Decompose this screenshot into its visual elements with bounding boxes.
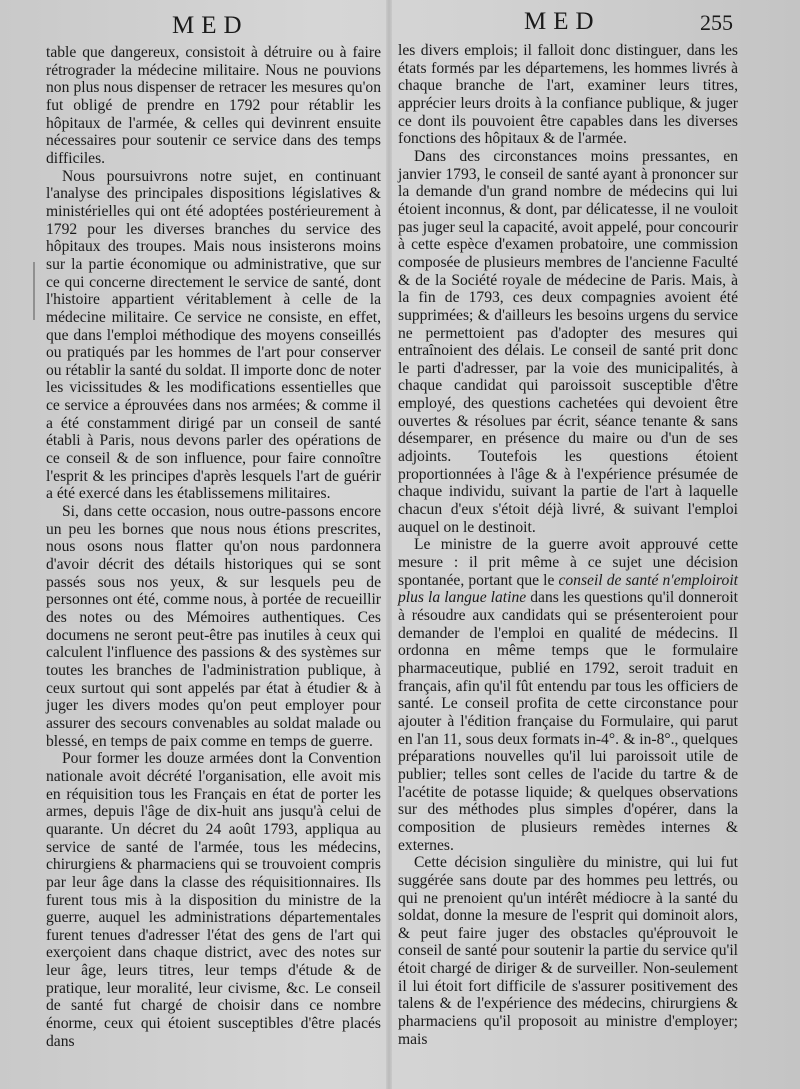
paragraph: Dans des circonstances moins pressantes, en janvier 1793, le conseil de santé ayant à prononcer sur la demande d'un grand nombre de médecins qui lui étoient inconnus, & dont, par délicatesse, il ne vouloit pas juger seul la capacité, avoit appelé, pour concourir à cette espèce d'examen probatoire, une commission composée de plusieurs membres de l'ancienne Faculté & de la Société royale de médecine de Paris. Mais, à la fin de 1793, ces deux compagnies avoient été supprimées; & d'ailleurs les besoins urgens du service ne permettoient pas d'adopter des mesures qui entraînoient des délais. Le conseil de santé prit donc le parti d'adresser, par la voie des municipalités, à chaque candidat qui paroissoit susceptible d'être employé, des questions cachetées qui devoient être ouvertes & résolues par écrit, séance tenante & sans désemparer, en présence du maire ou d'un de ses adjoints. Toutefois les questions étoient proportionnées à l'âge & à l'expérience présumée de chaque individu, suivant la partie de l'art à laquelle chacun d'eux s'étoit déjà livré, & suivant l'emploi auquel on le destinoit. — [398, 147, 738, 536]
page-number: 255 — [700, 10, 733, 35]
right-text-column — [398, 42, 738, 1048]
paragraph — [398, 536, 738, 854]
paragraph: Si, dans cette occasion, nous outre-passons encore un peu les bornes que nous nous étions prescrites, nous osons nous flatter qu'on nous pardonnera d'avoir décrit des détails historiques qui se sont passés sous nos yeux, & sur lesquels peu de personnes ont été, comme nous, à portée de recueillir des notes ou des Mémoires authentiques. Ces documens ne seront peut-être pas inutiles à ceux qui calculent l'influence des passions & des systèmes sur toutes les branches de l'administration publique, à ceux surtout qui sont appelés par état à étudier & à juger les divers modes qu'on peut employer pour assurer des secours convenables au soldat malade ou blessé, en temps de paix comme en temps de guerre. — [46, 503, 381, 750]
paragraph: Nous poursuivrons notre sujet, en continuant l'analyse des principales dispositions législatives & ministérielles qui ont été adoptées postérieurement à 1792 pour les diverses branches du service des hôpitaux des troupes. Mais nous insisterons moins sur la partie économique ou administrative, que sur ce qui concerne directement le service de santé, dont l'histoire appartient véritablement à celle de la médecine militaire. Ce service ne consiste, en effet, que dans l'emploi méthodique des moyens conseillés ou pratiqués par les hommes de l'art pour conserver ou rétablir la santé du soldat. Il importe donc de noter les vicissitudes & les modifications essentielles que ce service a éprouvées dans nos armées; & comme il a été constamment dirigé par un conseil de santé établi à Paris, nous devons parler des opérations de ce conseil & de son influence, pour faire connoître l'esprit & les principes d'après lesquels l'art de guérir a été exercé dans les établissemens militaires. — [46, 167, 381, 503]
paragraph: les divers emplois; il falloit donc distinguer, dans les états formés par les départemens, les hommes livrés à chaque branche de l'art, examiner leurs titres, apprécier leurs droits à la confiance publique, & juger ce dont ils pouvoient être capables dans les diverses fonctions des hôpitaux & de l'armée. — [398, 42, 738, 148]
paragraph-text: dans les questions qu'il donneroit à résoudre aux candidats qui se présenteroient pour demander de l'emploi en qualité de médecins. Il ordonna en même temps que le formulaire pharmaceutique, publié en 1792, seroit traduit en français, afin qu'il fût entendu par tous les officiers de santé. Le conseil profita de cette circonstance pour ajouter à l'édition française du Formulaire, qui parut en l'an 11, sous deux formats in-4°. & in-8°., quelques préparations nouvelles qu'il lui paroissoit utile de publier; telles sont celles de l'acide du tartre & de l'acétite de potasse liquide; & quelques observations sur des méthodes plus simples d'opérer, dans la composition de plusieurs remèdes internes & externes. — [398, 589, 739, 854]
running-head-left: MED — [172, 12, 249, 39]
paragraph: Cette décision singulière du ministre, qui lui fut suggérée sans doute par des hommes peu lettrés, ou qui ne prenoient qu'un intérêt médiocre à la santé du soldat, donne la mesure de l'esprit qui dominoit alors, & peut faire juger des obstacles qu'éprouvoit le conseil de santé pour soutenir la partie du service qu'il étoit chargé de diriger & de surveiller. Non-seulement il lui étoit fort difficile de s'assurer positivement des talens & de l'expérience des médecins, chirurgiens & pharmaciens qu'il proposoit au ministre d'employer; mais — [398, 854, 738, 1048]
italic-phrase: conseil de santé n'emploiroit plus la langue latine — [398, 571, 738, 607]
paragraph: table que dangereux, consistoit à détruire ou à faire rétrograder la médecine militaire. Nous ne pouvions non plus nous dispenser de retracer les mesures qu'on fut obligé de prendre en 1792 pour rétablir les hôpitaux de l'armée, & celles qui devinrent ensuite nécessaires pour soutenir ce service dans des temps difficiles. — [46, 44, 381, 167]
running-header — [0, 6, 800, 42]
paragraph-text: Le ministre de la guerre avoit approuvé cette mesure : il prit même à ce sujet une décision spontanée, portant que le — [398, 536, 738, 589]
running-head-right: MED — [524, 8, 601, 35]
left-text-column — [46, 44, 381, 1050]
margin-pencil-mark — [33, 262, 35, 320]
page-gutter — [386, 0, 392, 1089]
paragraph: Pour former les douze armées dont la Convention nationale avoit décrété l'organisation, elle avoit mis en réquisition tous les Français en état de porter les armes, depuis l'âge de dix-huit ans jusqu'à celui de quarante. Un décret du 24 août 1793, appliqua au service de santé de l'armée, tous les médecins, chirurgiens & pharmaciens qui se trouvoient compris par leur âge dans la classe des réquisitionnaires. Ils furent tous mis à la disposition du ministre de la guerre, auquel les administrations départementales furent tenues d'adresser l'état des gens de l'art qui exerçoient dans chaque district, avec des notes sur leur âge, leurs titres, leur temps d'étude & de pratique, leur moralité, leur civisme, &c. Le conseil de santé fut chargé de choisir dans ce nombre énorme, ceux qui étoient susceptibles d'être placés dans — [46, 750, 381, 1050]
